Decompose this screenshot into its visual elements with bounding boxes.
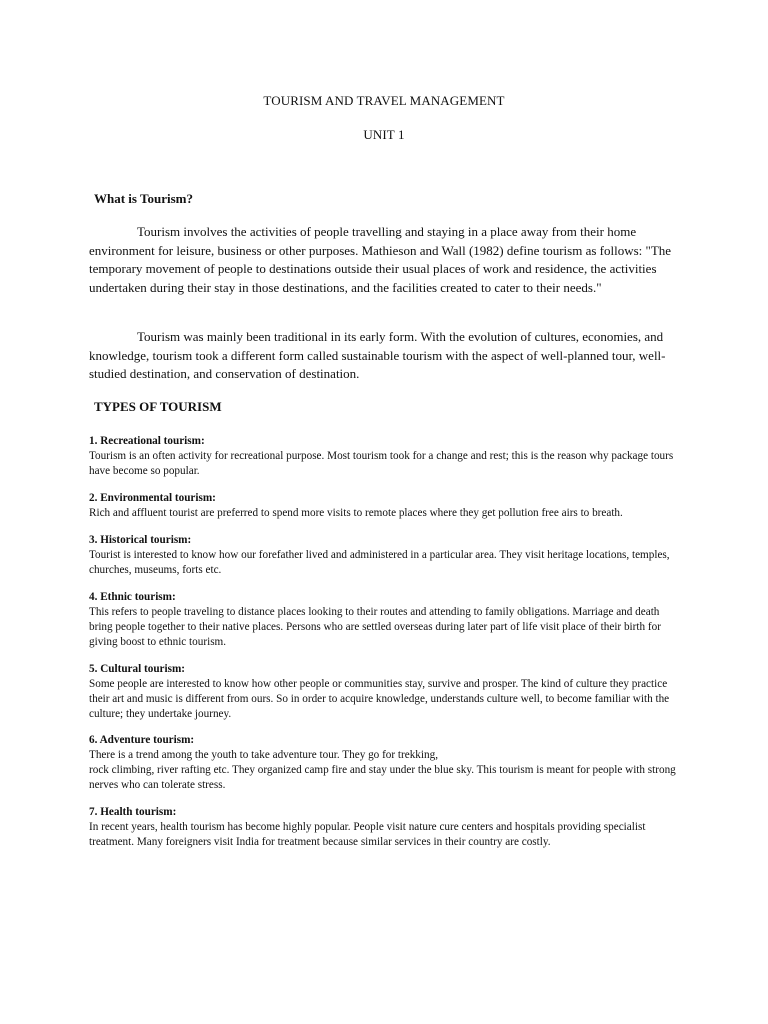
list-item-heading: 4. Ethnic tourism: [89, 591, 176, 603]
list-item-text: Some people are interested to know how other people or communities stay, survive and prosper. The kind of culture they practice their art and music is different from ours. So in order to acquire knowledge, understands culture well, to become familiar with the culture; they undertake journey. [89, 678, 670, 720]
list-item-ethnic-tourism [89, 590, 679, 650]
list-item-text-line-1: There is a trend among the youth to take adventure tour. They go for trekking, [89, 749, 438, 761]
list-item-health-tourism [89, 805, 679, 850]
section-heading-types-of-tourism: TYPES OF TOURISM [94, 399, 222, 414]
list-item-text: This refers to people traveling to distance places looking to their routes and attending to family obligations. Marriage and death bring people together to their native places. Persons who are settled overseas during later part of life visit place of their birth for giving boost to ethnic tourism. [89, 606, 661, 648]
list-item-historical-tourism [89, 533, 679, 578]
list-item-heading: 7. Health tourism: [89, 806, 177, 818]
document-title: TOURISM AND TRAVEL MANAGEMENT [263, 93, 505, 108]
list-item-adventure-tourism [89, 733, 679, 793]
paragraph-tourism-evolution: Tourism was mainly been traditional in its early form. With the evolution of cultures, economies, and knowledge, tourism took a different form called sustainable tourism with the aspect of well-planned tour, well-studied destination, and conservation of destination. [89, 329, 666, 381]
list-item-text: Tourist is interested to know how our forefather lived and administered in a particular area. They visit heritage locations, temples, churches, museums, forts etc. [89, 549, 670, 576]
list-item-recreational-tourism [89, 434, 679, 479]
list-item-heading: 6. Adventure tourism: [89, 734, 195, 746]
list-item-heading: 1. Recreational tourism: [89, 435, 205, 447]
list-item-heading: 2. Environmental tourism: [89, 492, 216, 504]
list-item-text-line-2: rock climbing, river rafting etc. They organized camp fire and stay under the blue sky. This tourism is meant for people with strong nerves who can tolerate stress. [89, 764, 676, 791]
list-item-text: Rich and affluent tourist are preferred to spend more visits to remote places where they get pollution free airs to breath. [89, 507, 623, 519]
list-item-text: In recent years, health tourism has become highly popular. People visit nature cure centers and hospitals providing specialist treatment. Many foreigners visit India for treatment because similar services in their country are costly. [89, 821, 646, 848]
list-item-heading: 5. Cultural tourism: [89, 663, 186, 675]
unit-title: UNIT 1 [363, 127, 405, 142]
list-item-cultural-tourism [89, 662, 679, 722]
section-heading-what-is-tourism: What is Tourism? [94, 191, 193, 206]
types-of-tourism-list [89, 434, 679, 862]
paragraph-tourism-definition: Tourism involves the activities of people travelling and staying in a place away from their home environment for leisure, business or other purposes. Mathieson and Wall (1982) define tourism as follows: "The temporary movement of people to destinations outside their usual places of work and residence, the activities undertaken during their stay in those destinations, and the facilities created to cater to their needs." [89, 224, 672, 295]
list-item-text: Tourism is an often activity for recreational purpose. Most tourism took for a change and rest; this is the reason why package tours have become so popular. [89, 450, 674, 477]
list-item-environmental-tourism [89, 491, 679, 521]
list-item-heading: 3. Historical tourism: [89, 534, 192, 546]
